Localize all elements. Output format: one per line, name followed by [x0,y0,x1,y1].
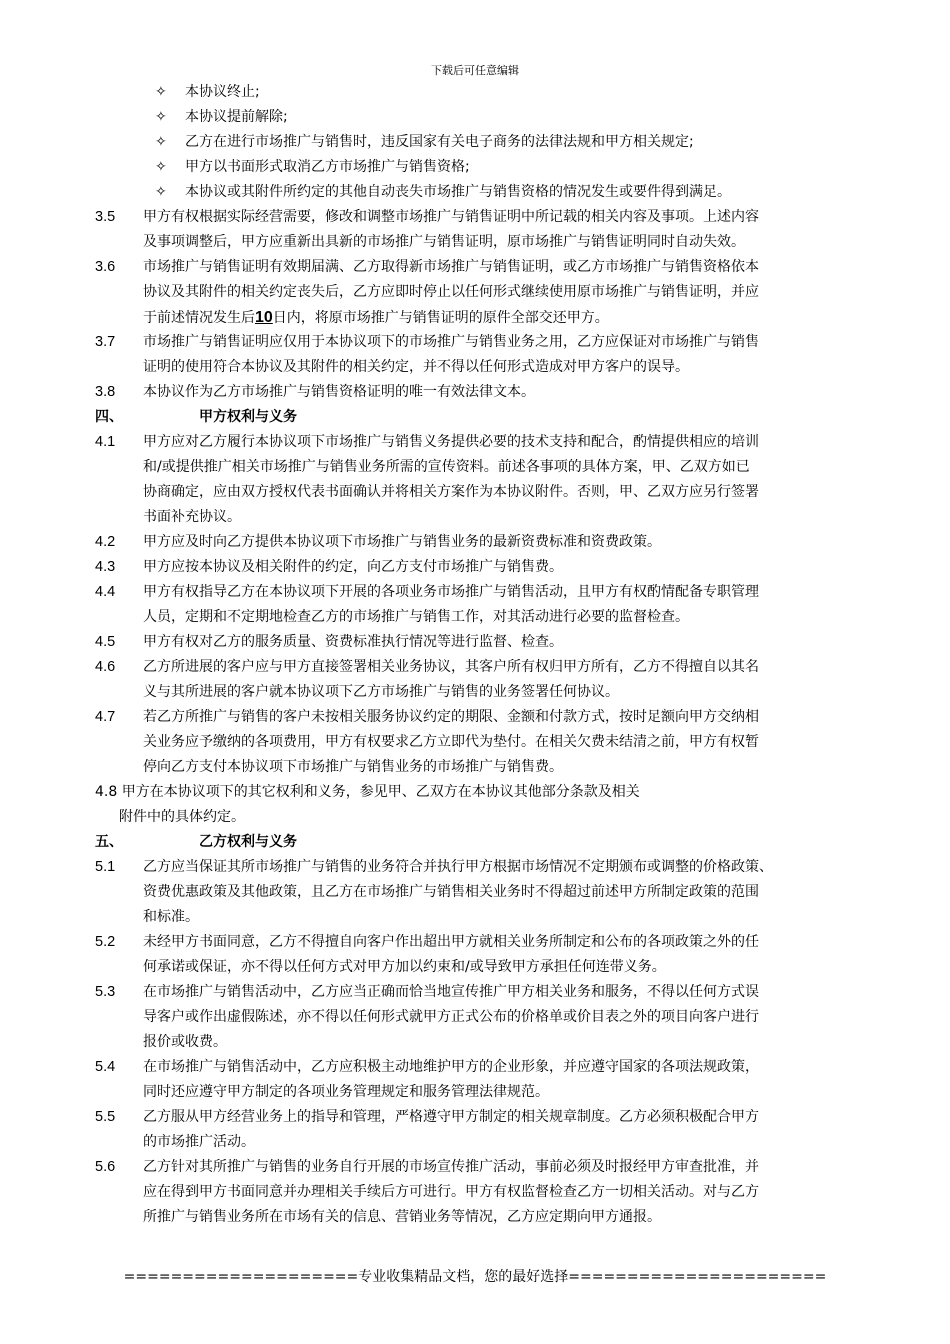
list-item: ✧ 本协议或其附件所约定的其他自动丧失市场推广与销售资格的情况发生或要件得到满足。 [95,180,885,205]
clause-number: 4.7 [95,709,116,725]
diamond-bullet-icon: ✧ [155,184,167,200]
clause-5-5: 5.5 乙方服从甲方经营业务上的指导和管理，严格遵守甲方制定的相关规章制度。乙方必须积极配合甲方 [95,1105,885,1130]
page-footer: ====================专业收集精品文档，您的最好选择====================== [123,1269,827,1285]
clause-3-8: 3.8 本协议作为乙方市场推广与销售资格证明的唯一有效法律文本。 [95,380,885,405]
clause-text-line: 及事项调整后，甲方应重新出具新的市场推广与销售证明，原市场推广与销售证明同时自动失效。 [143,234,745,250]
clause-text-line: 应在得到甲方书面同意并办理相关手续后方可进行。甲方有权监督检查乙方一切相关活动。对与乙方 [143,1184,759,1200]
clause-number: 4.2 [95,534,116,550]
clause-5-6: 5.6 乙方针对其所推广与销售的业务自行开展的市场宣传推广活动，事前必须及时报经甲方审查批准，并 [95,1155,885,1180]
diamond-bullet-icon: ✧ [155,84,167,100]
clause-3-5: 3.5 甲方有权根据实际经营需要，修改和调整市场推广与销售证明中所记载的相关内容及事项。上述内容 [95,205,885,230]
diamond-bullet-icon: ✧ [155,159,167,175]
list-item: ✧ 甲方以书面形式取消乙方市场推广与销售资格; [95,155,885,180]
clause-text-line: 同时还应遵守甲方制定的各项业务管理规定和服务管理法律规范。 [143,1084,549,1100]
list-item: ✧ 本协议提前解除; [95,105,885,130]
clause-number: 5.5 [95,1109,116,1125]
clause-text-line: 人员，定期和不定期地检查乙方的市场推广与销售工作，对其活动进行必要的监督检查。 [143,609,689,625]
clause-text-line: 协商确定，应由双方授权代表书面确认并将相关方案作为本协议附件。否则，甲、乙双方应另行签署 [143,484,759,500]
clause-text-line: 报价或收费。 [143,1034,227,1050]
clause-number: 4.4 [95,584,116,600]
clause-3-7: 3.7 市场推广与销售证明应仅用于本协议项下的市场推广与销售业务之用，乙方应保证对市场推广与销售 [95,330,885,355]
clause-text-line: 证明的使用符合本协议及其附件的相关约定，并不得以任何形式造成对甲方客户的误导。 [143,359,689,375]
clause-number: 4.1 [95,434,116,450]
clause-text-line: 关业务应予缴纳的各项费用，甲方有权要求乙方立即代为垫付。在相关欠费未结清之前，甲方有权暂 [143,734,759,750]
clause-number: 5.2 [95,934,116,950]
clause-text-line: 附件中的具体约定。 [119,809,245,825]
clause-5-1: 5.1 乙方应当保证其所市场推广与销售的业务符合并执行甲方根据市场情况不定期颁布或调整的价格政策、 [95,855,885,880]
document-body [95,80,885,1230]
clause-number: 5.3 [95,984,116,1000]
clause-text-line: 书面补充协议。 [143,509,241,525]
clause-4-3: 4.3 甲方应按本协议及相关附件的约定，向乙方支付市场推广与销售费。 [95,555,885,580]
clause-4-8: 4.8 甲方在本协议项下的其它权利和义务，参见甲、乙双方在本协议其他部分条款及相关 [95,784,640,800]
clause-number: 5.4 [95,1059,116,1075]
clause-text-line: 导客户或作出虚假陈述，亦不得以任何形式就甲方正式公布的价格单或价目表之外的项目向客户进行 [143,1009,759,1025]
clause-number: 4.5 [95,634,116,650]
section-title: 甲方权利与义务 [199,409,297,425]
clause-4-4: 4.4 甲方有权指导乙方在本协议项下开展的各项业务市场推广与销售活动，且甲方有权酌情配备专职管理 [95,580,885,605]
clause-number: 5.6 [95,1159,116,1175]
days-value: 10 [255,309,273,326]
section-number: 五、 [95,834,123,850]
section-number: 四、 [95,409,123,425]
list-item: ✧ 乙方在进行市场推广与销售时，违反国家有关电子商务的法律法规和甲方相关规定; [95,130,885,155]
diamond-bullet-icon: ✧ [155,134,167,150]
clause-number: 3.5 [95,209,116,225]
clause-text-line: 于前述情况发生后10日内，将原市场推广与销售证明的原件全部交还甲方。 [143,309,609,326]
clause-4-6: 4.6 乙方所进展的客户应与甲方直接签署相关业务协议，其客户所有权归甲方所有，乙方不得擅自以其名 [95,655,885,680]
clause-text-line: 何承诺或保证，亦不得以任何方式对甲方加以约束和/或导致甲方承担任何连带义务。 [143,959,666,975]
clause-text-line: 资费优惠政策及其他政策，且乙方在市场推广与销售相关业务时不得超过前述甲方所制定政策的范围 [143,884,759,900]
section-heading-4 [95,405,885,430]
clause-number: 5.1 [95,859,116,875]
clause-text-line: 停向乙方支付本协议项下市场推广与销售业务的市场推广与销售费。 [143,759,563,775]
section-title: 乙方权利与义务 [199,834,297,850]
clause-4-1: 4.1 甲方应对乙方履行本协议项下市场推广与销售义务提供必要的技术支持和配合，酌情提供相应的培训 [95,430,885,455]
clause-number: 3.7 [95,334,116,350]
clause-4-7: 4.7 若乙方所推广与销售的客户未按相关服务协议约定的期限、金额和付款方式，按时足额向甲方交纳相 [95,705,885,730]
clause-text-line: 和标准。 [143,909,199,925]
clause-number: 4.3 [95,559,116,575]
clause-5-3: 5.3 在市场推广与销售活动中，乙方应当正确而恰当地宣传推广甲方相关业务和服务，不得以任何方式误 [95,980,885,1005]
clause-number: 4.8 [95,784,118,800]
clause-text-line: 义与其所进展的客户就本协议项下乙方市场推广与销售的业务签署任何协议。 [143,684,619,700]
clause-number: 3.6 [95,259,116,275]
clause-4-2: 4.2 甲方应及时向乙方提供本协议项下市场推广与销售业务的最新资费标准和资费政策。 [95,530,885,555]
clause-3-6: 3.6 市场推广与销售证明有效期届满、乙方取得新市场推广与销售证明，或乙方市场推广与销售资格依本 [95,255,885,280]
clause-5-2: 5.2 未经甲方书面同意，乙方不得擅自向客户作出超出甲方就相关业务所制定和公布的各项政策之外的任 [95,930,885,955]
clause-5-4: 5.4 在市场推广与销售活动中，乙方应积极主动地维护甲方的企业形象，并应遵守国家的各项法规政策， [95,1055,885,1080]
section-heading-5 [95,830,885,855]
page-header: 下载后可任意编辑 [431,64,519,77]
diamond-bullet-icon: ✧ [155,109,167,125]
clause-text-line: 所推广与销售业务所在市场有关的信息、营销业务等情况，乙方应定期向甲方通报。 [143,1209,661,1225]
clause-number: 4.6 [95,659,116,675]
list-item: ✧ 本协议终止; [95,80,885,105]
clause-text-line: 协议及其附件的相关约定丧失后，乙方应即时停止以任何形式继续使用原市场推广与销售证明，并应 [143,284,759,300]
clause-text-line: 和/或提供推广相关市场推广与销售业务所需的宣传资料。前述各事项的具体方案，甲、乙双方如已 [143,459,750,475]
clause-text-line: 的市场推广活动。 [143,1134,255,1150]
clause-4-5: 4.5 甲方有权对乙方的服务质量、资费标准执行情况等进行监督、检查。 [95,630,885,655]
clause-number: 3.8 [95,384,116,400]
